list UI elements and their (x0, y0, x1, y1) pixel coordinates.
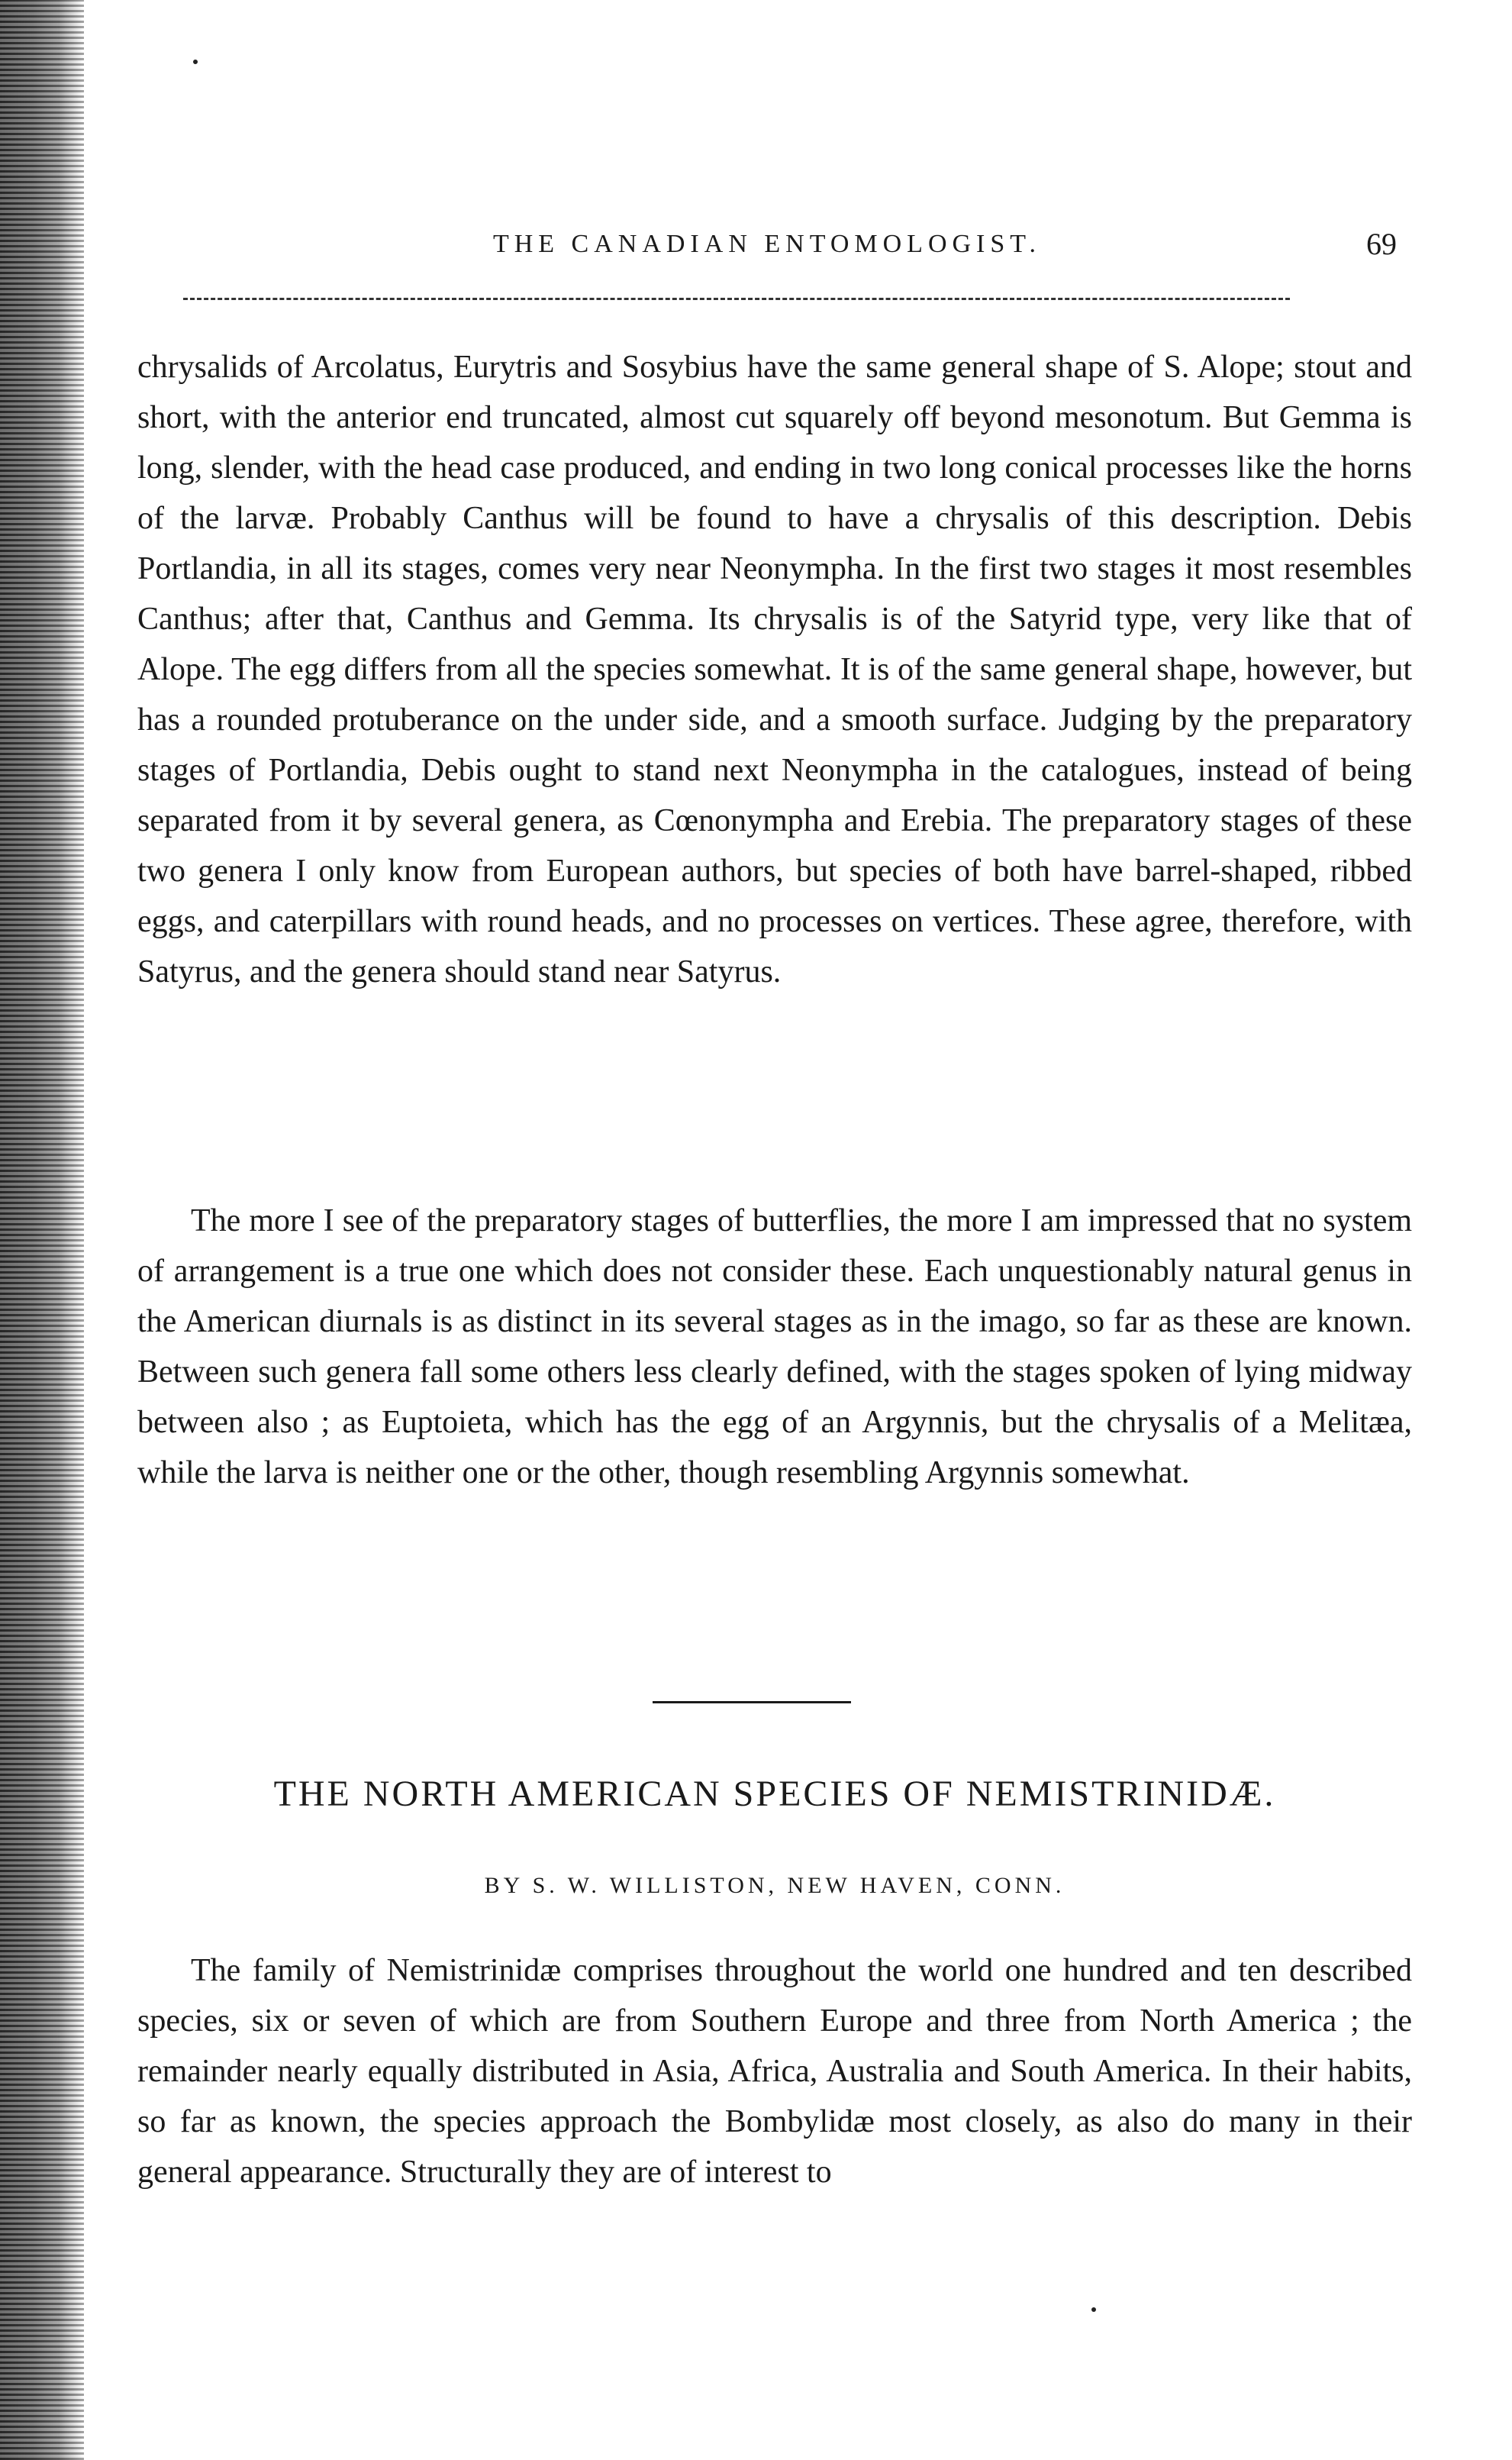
article-paragraph: The more I see of the preparatory stages of butterflies, the more I am impressed that no system of arrangement is a true one which does not consider these. Each unquestionably natural genus in the American diurnals is as distinct in its several stages as in the imago, so far as these are known. Between such genera fall some others less clearly defined, with the stages spoken of lying midway between also ; as Euptoieta, which has the egg of an Argynnis, but the chrysalis of a Melitæa, while the larva is neither one or the other, though resembling Argynnis somewhat. (137, 1203, 1412, 1490)
running-head (137, 221, 1397, 267)
article-paragraph: chrysalids of Arcolatus, Eurytris and Sosybius have the same general shape of S. Alope; stout and short, with the anterior end truncated, almost cut squarely off beyond mesonotum. But Gemma is long, slender, with the head case produced, and ending in two long conical processes like the horns of the larvæ. Probably Canthus will be found to have a chrysalis of this description. Debis Portlandia, in all its stages, comes very near Neonympha. In the first two stages it most resembles Canthus; after that, Canthus and Gemma. Its chrysalis is of the Satyrid type, very like that of Alope. The egg differs from all the species somewhat. It is of the same general shape, however, but has a rounded protuberance on the under side, and a smooth surface. Judging by the preparatory stages of Portlandia, Debis ought to stand next Neonympha in the catalogues, instead of being separated from it by several genera, as Cœnonympha and Erebia. The preparatory stages of these two genera I only know from European authors, but species of both have barrel-shaped, ribbed eggs, and caterpillars with round heads, and no processes on vertices. These agree, therefore, with Satyrus, and the genera should stand near Satyrus. (137, 350, 1412, 989)
author-byline: BY S. W. WILLISTON, NEW HAVEN, CONN. (484, 1873, 1065, 1898)
section-title: THE NORTH AMERICAN SPECIES OF NEMISTRINIDÆ. (273, 1774, 1276, 1814)
running-title: THE CANADIAN ENTOMOLOGIST. (492, 230, 1042, 258)
speck-mark (193, 60, 198, 64)
article-paragraph: The family of Nemistrinidæ comprises throughout the world one hundred and ten described species, six or seven of which are from Southern Europe and three from North America ; the remainder nearly equally distributed in Asia, Africa, Australia and South America. In their habits, so far as known, the species approach the Bombylidæ most closely, as also do many in their general appearance. Structurally they are of interest to (137, 1953, 1412, 2190)
header-rule (183, 298, 1290, 300)
section-divider (653, 1701, 851, 1703)
page-binding-edge (0, 0, 84, 2460)
speck-mark (1091, 2307, 1096, 2312)
page-number: 69 (1366, 227, 1397, 261)
